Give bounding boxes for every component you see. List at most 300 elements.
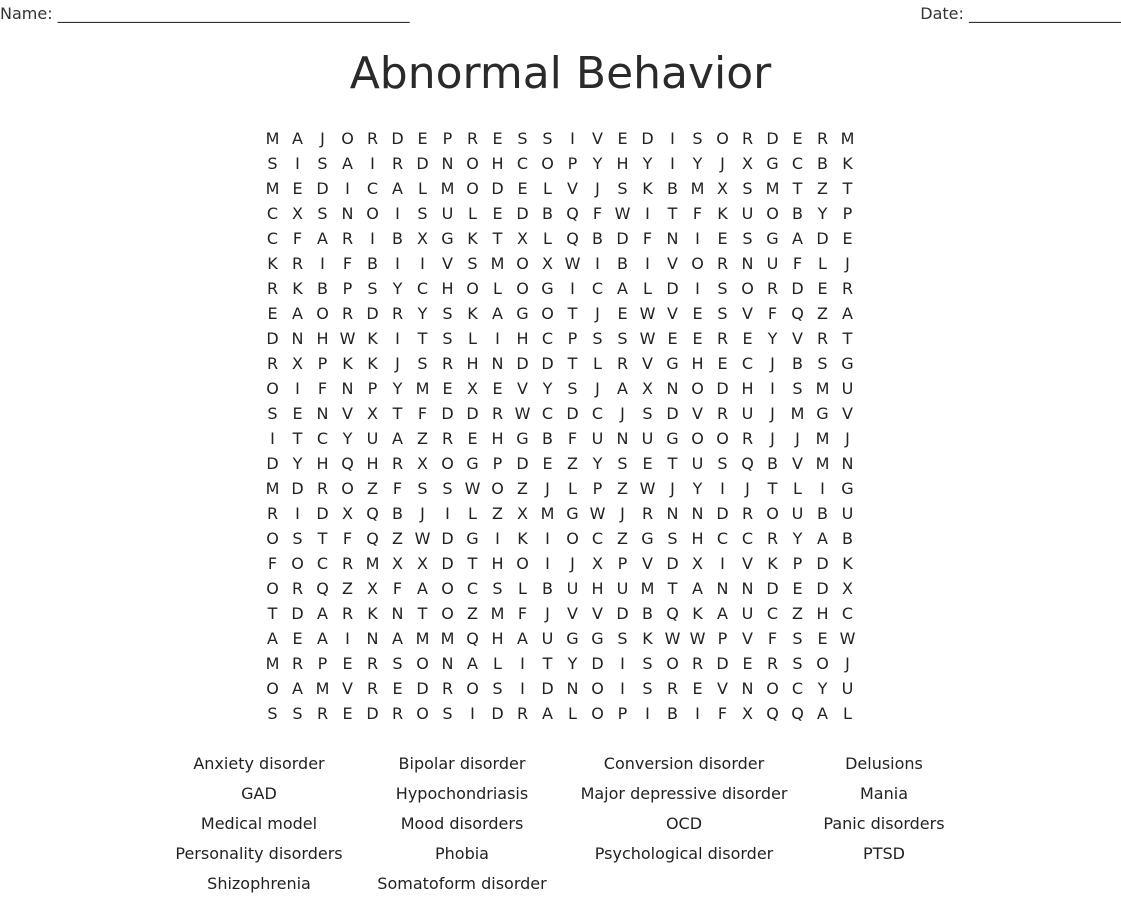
grid-letter[interactable]: Z <box>392 529 403 548</box>
grid-letter[interactable]: G <box>666 354 679 373</box>
grid-letter[interactable]: L <box>518 579 527 598</box>
grid-letter[interactable]: R <box>441 354 454 373</box>
grid-letter[interactable]: X <box>392 554 403 573</box>
grid-letter[interactable]: V <box>692 404 703 423</box>
grid-letter[interactable]: O <box>466 179 479 198</box>
grid-letter[interactable]: R <box>441 429 454 448</box>
grid-letter[interactable]: C <box>541 404 554 423</box>
grid-letter[interactable]: Y <box>767 329 778 348</box>
grid-letter[interactable]: X <box>642 379 653 398</box>
grid-letter[interactable]: H <box>366 454 379 473</box>
grid-letter[interactable]: M <box>440 629 455 648</box>
grid-letter[interactable]: J <box>845 429 850 448</box>
grid-letter[interactable]: O <box>441 604 454 623</box>
grid-letter[interactable]: F <box>292 229 303 248</box>
grid-letter[interactable]: R <box>341 554 354 573</box>
grid-letter[interactable]: V <box>517 379 528 398</box>
grid-letter[interactable]: O <box>691 379 704 398</box>
grid-letter[interactable]: P <box>567 154 578 173</box>
grid-letter[interactable]: S <box>592 329 603 348</box>
grid-letter[interactable]: A <box>342 154 353 173</box>
grid-letter[interactable]: D <box>591 654 604 673</box>
grid-letter[interactable]: A <box>292 679 303 698</box>
grid-letter[interactable]: U <box>841 379 854 398</box>
grid-letter[interactable]: G <box>516 304 529 323</box>
grid-letter[interactable]: D <box>266 329 279 348</box>
grid-letter[interactable]: V <box>567 179 578 198</box>
grid-letter[interactable]: G <box>666 429 679 448</box>
grid-letter[interactable]: B <box>367 254 378 273</box>
grid-letter[interactable]: I <box>645 704 650 723</box>
grid-letter[interactable]: X <box>517 229 528 248</box>
grid-letter[interactable]: W <box>639 479 656 498</box>
grid-letter[interactable]: T <box>392 404 403 423</box>
grid-letter[interactable]: J <box>570 554 575 573</box>
grid-letter[interactable]: Y <box>392 279 403 298</box>
grid-letter[interactable]: W <box>589 504 606 523</box>
grid-letter[interactable]: S <box>392 654 403 673</box>
grid-letter[interactable]: C <box>741 354 754 373</box>
grid-letter[interactable]: H <box>466 354 479 373</box>
grid-letter[interactable]: S <box>492 679 503 698</box>
grid-letter[interactable]: I <box>295 504 300 523</box>
grid-letter[interactable]: X <box>592 554 603 573</box>
grid-letter[interactable]: I <box>270 429 275 448</box>
grid-letter[interactable]: R <box>341 229 354 248</box>
grid-letter[interactable]: D <box>266 454 279 473</box>
grid-letter[interactable]: D <box>416 154 429 173</box>
grid-letter[interactable]: P <box>592 479 603 498</box>
grid-letter[interactable]: Y <box>642 154 653 173</box>
grid-letter[interactable]: O <box>566 529 579 548</box>
grid-letter[interactable]: Z <box>617 479 628 498</box>
grid-letter[interactable]: V <box>842 404 853 423</box>
grid-letter[interactable]: D <box>441 404 454 423</box>
grid-letter[interactable]: F <box>717 704 728 723</box>
grid-letter[interactable]: K <box>842 554 853 573</box>
grid-letter[interactable]: U <box>766 254 779 273</box>
grid-letter[interactable]: T <box>767 479 778 498</box>
grid-letter[interactable]: E <box>692 329 703 348</box>
grid-letter[interactable]: D <box>666 404 679 423</box>
grid-letter[interactable]: I <box>620 654 625 673</box>
grid-letter[interactable]: Z <box>517 479 528 498</box>
grid-letter[interactable]: S <box>617 329 628 348</box>
grid-letter[interactable]: A <box>492 304 503 323</box>
grid-letter[interactable]: J <box>770 429 775 448</box>
grid-letter[interactable]: D <box>466 404 479 423</box>
grid-letter[interactable]: Y <box>342 429 353 448</box>
grid-letter[interactable]: E <box>792 579 803 598</box>
grid-letter[interactable]: G <box>441 229 454 248</box>
grid-letter[interactable]: Z <box>567 454 578 473</box>
grid-letter[interactable]: L <box>593 354 602 373</box>
grid-letter[interactable]: K <box>642 179 653 198</box>
grid-letter[interactable]: D <box>566 404 579 423</box>
grid-letter[interactable]: W <box>689 629 706 648</box>
grid-letter[interactable]: E <box>542 454 553 473</box>
grid-letter[interactable]: N <box>341 379 354 398</box>
grid-letter[interactable]: O <box>291 554 304 573</box>
grid-letter[interactable]: V <box>642 554 653 573</box>
grid-letter[interactable]: E <box>342 654 353 673</box>
grid-letter[interactable]: P <box>492 454 503 473</box>
grid-letter[interactable]: E <box>292 404 303 423</box>
grid-letter[interactable]: F <box>342 529 353 548</box>
grid-letter[interactable]: Q <box>766 704 779 723</box>
grid-letter[interactable]: R <box>366 129 379 148</box>
grid-letter[interactable]: O <box>466 679 479 698</box>
grid-letter[interactable]: W <box>839 629 856 648</box>
grid-letter[interactable]: I <box>520 679 525 698</box>
grid-letter[interactable]: S <box>417 479 428 498</box>
grid-letter[interactable]: O <box>516 554 529 573</box>
grid-letter[interactable]: I <box>545 529 550 548</box>
grid-letter[interactable]: I <box>695 704 700 723</box>
grid-letter[interactable]: V <box>792 329 803 348</box>
grid-letter[interactable]: F <box>692 204 703 223</box>
grid-letter[interactable]: Y <box>592 154 603 173</box>
grid-letter[interactable]: U <box>791 504 804 523</box>
grid-letter[interactable]: X <box>292 204 303 223</box>
grid-letter[interactable]: R <box>666 679 679 698</box>
grid-letter[interactable]: M <box>490 254 505 273</box>
grid-letter[interactable]: O <box>266 579 279 598</box>
grid-letter[interactable]: T <box>417 329 428 348</box>
grid-letter[interactable]: W <box>664 629 681 648</box>
grid-letter[interactable]: A <box>392 429 403 448</box>
grid-letter[interactable]: F <box>567 429 578 448</box>
grid-letter[interactable]: S <box>642 654 653 673</box>
grid-letter[interactable]: H <box>691 354 704 373</box>
grid-letter[interactable]: V <box>442 254 453 273</box>
grid-letter[interactable]: R <box>741 129 754 148</box>
grid-letter[interactable]: G <box>766 229 779 248</box>
grid-letter[interactable]: D <box>716 379 729 398</box>
grid-letter[interactable]: R <box>816 329 829 348</box>
grid-letter[interactable]: E <box>292 629 303 648</box>
grid-letter[interactable]: T <box>667 454 678 473</box>
grid-letter[interactable]: U <box>641 429 654 448</box>
grid-letter[interactable]: O <box>441 454 454 473</box>
grid-letter[interactable]: S <box>292 529 303 548</box>
grid-letter[interactable]: O <box>766 504 779 523</box>
grid-letter[interactable]: O <box>316 304 329 323</box>
grid-letter[interactable]: H <box>591 579 604 598</box>
grid-letter[interactable]: N <box>341 204 354 223</box>
grid-letter[interactable]: S <box>267 404 278 423</box>
grid-letter[interactable]: H <box>691 529 704 548</box>
grid-letter[interactable]: G <box>841 479 854 498</box>
date-field[interactable]: Date: ___________________ <box>920 4 1121 23</box>
grid-letter[interactable]: E <box>617 304 628 323</box>
grid-letter[interactable]: I <box>720 479 725 498</box>
grid-letter[interactable]: I <box>395 254 400 273</box>
grid-letter[interactable]: P <box>842 204 853 223</box>
grid-letter[interactable]: B <box>817 154 828 173</box>
grid-letter[interactable]: I <box>520 654 525 673</box>
grid-letter[interactable]: K <box>467 229 478 248</box>
grid-letter[interactable]: B <box>792 354 803 373</box>
grid-letter[interactable]: P <box>342 279 353 298</box>
grid-letter[interactable]: B <box>667 179 678 198</box>
grid-letter[interactable]: S <box>692 129 703 148</box>
grid-letter[interactable]: I <box>295 379 300 398</box>
grid-letter[interactable]: E <box>492 379 503 398</box>
grid-letter[interactable]: R <box>691 654 704 673</box>
grid-letter[interactable]: N <box>741 254 754 273</box>
grid-letter[interactable]: R <box>341 304 354 323</box>
grid-letter[interactable]: T <box>842 329 853 348</box>
grid-letter[interactable]: L <box>468 329 477 348</box>
grid-letter[interactable]: U <box>441 204 454 223</box>
grid-letter[interactable]: O <box>666 654 679 673</box>
grid-letter[interactable]: A <box>542 704 553 723</box>
grid-letter[interactable]: S <box>717 304 728 323</box>
grid-letter[interactable]: B <box>767 454 778 473</box>
grid-letter[interactable]: V <box>742 629 753 648</box>
grid-letter[interactable]: E <box>642 454 653 473</box>
grid-letter[interactable]: F <box>592 204 603 223</box>
grid-letter[interactable]: R <box>441 679 454 698</box>
grid-letter[interactable]: R <box>316 479 329 498</box>
grid-letter[interactable]: E <box>392 679 403 698</box>
grid-letter[interactable]: X <box>467 379 478 398</box>
grid-letter[interactable]: Q <box>791 304 804 323</box>
grid-letter[interactable]: H <box>616 154 629 173</box>
grid-letter[interactable]: K <box>467 304 478 323</box>
grid-letter[interactable]: U <box>741 404 754 423</box>
grid-letter[interactable]: O <box>266 529 279 548</box>
grid-letter[interactable]: G <box>466 529 479 548</box>
grid-letter[interactable]: A <box>392 629 403 648</box>
grid-letter[interactable]: R <box>266 279 279 298</box>
grid-letter[interactable]: H <box>491 429 504 448</box>
grid-letter[interactable]: T <box>667 579 678 598</box>
grid-letter[interactable]: S <box>642 404 653 423</box>
grid-letter[interactable]: J <box>545 479 550 498</box>
grid-letter[interactable]: X <box>742 154 753 173</box>
grid-letter[interactable]: D <box>616 604 629 623</box>
grid-letter[interactable]: O <box>741 279 754 298</box>
grid-letter[interactable]: H <box>516 329 529 348</box>
grid-letter[interactable]: I <box>445 504 450 523</box>
grid-letter[interactable]: M <box>815 429 830 448</box>
grid-letter[interactable]: Z <box>817 304 828 323</box>
grid-letter[interactable]: M <box>365 554 380 573</box>
grid-letter[interactable]: M <box>490 604 505 623</box>
grid-letter[interactable]: M <box>815 454 830 473</box>
grid-letter[interactable]: R <box>266 504 279 523</box>
grid-letter[interactable]: N <box>616 429 629 448</box>
grid-letter[interactable]: C <box>541 329 554 348</box>
grid-letter[interactable]: N <box>666 504 679 523</box>
grid-letter[interactable]: L <box>468 504 477 523</box>
grid-letter[interactable]: D <box>441 529 454 548</box>
grid-letter[interactable]: H <box>491 554 504 573</box>
grid-letter[interactable]: W <box>639 329 656 348</box>
grid-letter[interactable]: Q <box>466 629 479 648</box>
grid-letter[interactable]: E <box>817 279 828 298</box>
grid-letter[interactable]: Y <box>292 454 303 473</box>
grid-letter[interactable]: O <box>266 379 279 398</box>
grid-letter[interactable]: O <box>366 204 379 223</box>
grid-letter[interactable]: X <box>367 579 378 598</box>
grid-letter[interactable]: R <box>391 304 404 323</box>
grid-letter[interactable]: T <box>542 654 553 673</box>
grid-letter[interactable]: V <box>592 129 603 148</box>
grid-letter[interactable]: H <box>491 629 504 648</box>
grid-letter[interactable]: M <box>315 679 330 698</box>
grid-letter[interactable]: I <box>370 154 375 173</box>
grid-letter[interactable]: H <box>316 329 329 348</box>
grid-letter[interactable]: R <box>641 504 654 523</box>
grid-letter[interactable]: Y <box>792 529 803 548</box>
grid-letter[interactable]: N <box>741 579 754 598</box>
grid-letter[interactable]: V <box>342 404 353 423</box>
grid-letter[interactable]: D <box>716 654 729 673</box>
grid-letter[interactable]: I <box>495 329 500 348</box>
grid-letter[interactable]: D <box>291 604 304 623</box>
grid-letter[interactable]: B <box>792 204 803 223</box>
grid-letter[interactable]: J <box>670 479 675 498</box>
grid-letter[interactable]: Y <box>567 654 578 673</box>
grid-letter[interactable]: J <box>845 254 850 273</box>
grid-letter[interactable]: A <box>467 654 478 673</box>
grid-letter[interactable]: T <box>567 354 578 373</box>
grid-letter[interactable]: J <box>795 429 800 448</box>
grid-letter[interactable]: J <box>595 304 600 323</box>
grid-letter[interactable]: B <box>542 204 553 223</box>
grid-letter[interactable]: F <box>317 379 328 398</box>
grid-letter[interactable]: S <box>267 704 278 723</box>
grid-letter[interactable]: R <box>341 604 354 623</box>
grid-letter[interactable]: D <box>666 279 679 298</box>
grid-letter[interactable]: K <box>642 629 653 648</box>
grid-letter[interactable]: B <box>642 604 653 623</box>
grid-letter[interactable]: T <box>792 179 803 198</box>
grid-letter[interactable]: H <box>816 604 829 623</box>
grid-letter[interactable]: L <box>493 654 502 673</box>
grid-letter[interactable]: C <box>791 679 804 698</box>
grid-letter[interactable]: O <box>716 429 729 448</box>
grid-letter[interactable]: Q <box>316 579 329 598</box>
grid-letter[interactable]: X <box>517 504 528 523</box>
grid-letter[interactable]: E <box>667 329 678 348</box>
grid-letter[interactable]: A <box>417 579 428 598</box>
grid-letter[interactable]: Z <box>617 529 628 548</box>
grid-letter[interactable]: C <box>516 154 529 173</box>
grid-letter[interactable]: S <box>617 454 628 473</box>
grid-letter[interactable]: S <box>317 154 328 173</box>
grid-letter[interactable]: R <box>291 254 304 273</box>
grid-letter[interactable]: V <box>717 679 728 698</box>
grid-letter[interactable]: O <box>691 254 704 273</box>
grid-letter[interactable]: J <box>770 354 775 373</box>
grid-letter[interactable]: N <box>566 679 579 698</box>
grid-letter[interactable]: J <box>395 354 400 373</box>
grid-letter[interactable]: P <box>617 704 628 723</box>
grid-letter[interactable]: C <box>366 179 379 198</box>
grid-letter[interactable]: B <box>667 704 678 723</box>
grid-letter[interactable]: Y <box>542 379 553 398</box>
grid-letter[interactable]: N <box>366 629 379 648</box>
grid-letter[interactable]: J <box>745 479 750 498</box>
grid-letter[interactable]: H <box>741 379 754 398</box>
grid-letter[interactable]: H <box>491 154 504 173</box>
grid-letter[interactable]: N <box>441 654 454 673</box>
grid-letter[interactable]: I <box>720 554 725 573</box>
grid-letter[interactable]: U <box>566 579 579 598</box>
grid-letter[interactable]: N <box>741 679 754 698</box>
grid-letter[interactable]: O <box>541 154 554 173</box>
grid-letter[interactable]: W <box>339 329 356 348</box>
grid-letter[interactable]: V <box>742 304 753 323</box>
grid-letter[interactable]: O <box>516 254 529 273</box>
grid-letter[interactable]: M <box>415 379 430 398</box>
grid-letter[interactable]: K <box>342 354 353 373</box>
grid-letter[interactable]: A <box>817 529 828 548</box>
grid-letter[interactable]: S <box>567 379 578 398</box>
grid-letter[interactable]: S <box>317 204 328 223</box>
grid-letter[interactable]: G <box>466 454 479 473</box>
grid-letter[interactable]: D <box>791 279 804 298</box>
grid-letter[interactable]: D <box>391 129 404 148</box>
grid-letter[interactable]: D <box>766 129 779 148</box>
grid-letter[interactable]: P <box>317 654 328 673</box>
grid-letter[interactable]: O <box>341 129 354 148</box>
grid-letter[interactable]: N <box>666 229 679 248</box>
grid-letter[interactable]: S <box>792 654 803 673</box>
grid-letter[interactable]: Y <box>817 679 828 698</box>
grid-letter[interactable]: C <box>316 429 329 448</box>
grid-letter[interactable]: S <box>417 204 428 223</box>
grid-letter[interactable]: T <box>317 529 328 548</box>
grid-letter[interactable]: M <box>440 179 455 198</box>
grid-letter[interactable]: A <box>517 629 528 648</box>
grid-letter[interactable]: E <box>492 204 503 223</box>
grid-letter[interactable]: F <box>267 554 278 573</box>
grid-letter[interactable]: R <box>841 279 854 298</box>
grid-letter[interactable]: F <box>417 404 428 423</box>
grid-letter[interactable]: U <box>841 504 854 523</box>
grid-letter[interactable]: D <box>541 354 554 373</box>
grid-letter[interactable]: Z <box>342 579 353 598</box>
grid-letter[interactable]: W <box>639 304 656 323</box>
grid-letter[interactable]: A <box>292 129 303 148</box>
grid-letter[interactable]: O <box>416 654 429 673</box>
grid-letter[interactable]: S <box>417 354 428 373</box>
grid-letter[interactable]: R <box>766 279 779 298</box>
grid-letter[interactable]: A <box>392 179 403 198</box>
grid-letter[interactable]: G <box>566 629 579 648</box>
grid-letter[interactable]: D <box>366 704 379 723</box>
grid-letter[interactable]: Q <box>566 204 579 223</box>
grid-letter[interactable]: N <box>391 604 404 623</box>
grid-letter[interactable]: S <box>442 704 453 723</box>
grid-letter[interactable]: Q <box>366 529 379 548</box>
grid-letter[interactable]: L <box>568 704 577 723</box>
grid-letter[interactable]: V <box>642 354 653 373</box>
grid-letter[interactable]: N <box>716 579 729 598</box>
grid-letter[interactable]: X <box>342 504 353 523</box>
grid-letter[interactable]: I <box>570 129 575 148</box>
grid-letter[interactable]: R <box>316 704 329 723</box>
grid-letter[interactable]: I <box>670 129 675 148</box>
grid-letter[interactable]: I <box>670 154 675 173</box>
grid-letter[interactable]: O <box>266 679 279 698</box>
grid-letter[interactable]: D <box>516 454 529 473</box>
